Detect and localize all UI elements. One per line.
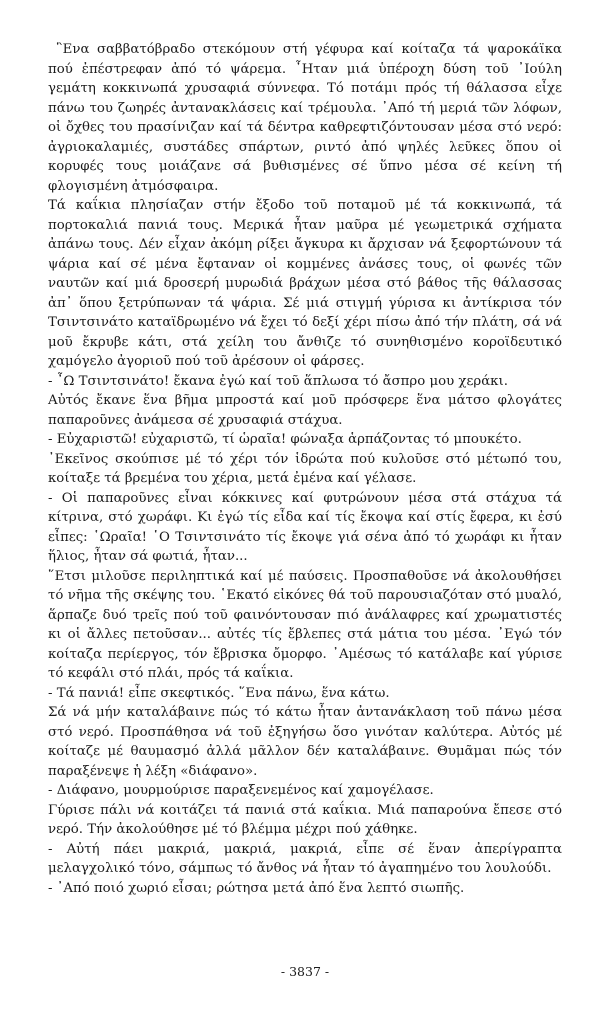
page-number: - 3837 -: [280, 964, 330, 979]
document-page: [48, 40, 562, 1000]
paragraph: - Αὐτή πάει μακριά, μακριά, μακριά, εἶπε σέ ἕναν ἀπερίγραπτα μελαγχολικό τόνο, σάμπως τό ἄνθος νά ἦταν τό ἀγαπημένο του λουλούδι.: [48, 841, 562, 876]
paragraph: Τά καΐκια πλησίαζαν στήν ἔξοδο τοῦ ποταμοῦ μέ τά κοκκινωπά, τά πορτοκαλιά πανιά τους. Μερικά ἦταν μαῦρα μέ γεωμετρικά σχήματα ἀπάνω τους. Δέν εἶχαν ἀκόμη ρίξει ἄγκυρα κι ἄρχισαν νά ξεφορτώνουν τά ψάρια καί σέ μένα ἔφταναν οἱ κομμένες ἀνάσες τους, οἱ φωνές τῶν ναυτῶν καί μιά δροσερή μυρωδιά βράχων μέσα στό βάθος τῆς θάλασσας ἀπ᾿ ὅπου ξετρύπωναν τά ψάρια. Σέ μιά στιγμή γύρισα κι ἀντίκρισα τόν Τσιντσινάτο καταϊδρωμένο νά ἔχει τό δεξί χέρι πίσω ἀπό τήν πλάτη, σά νά μοῦ ἔκρυβε κάτι, στά χείλη του ἄνθιζε τό συνηθισμένο κοροϊδευτικό χαμόγελο ἀγοριοῦ πού τοῦ ἀρέσουν οἱ φάρσες.: [48, 198, 562, 369]
paragraph: Αὐτός ἔκανε ἕνα βῆμα μπροστά καί μοῦ πρόσφερε ἕνα μάτσο φλογάτες παπαροῦνες ἀνάμεσα σέ χρυσαφιά στάχυα.: [48, 393, 562, 428]
paragraph: - Εὐχαριστῶ! εὐχαριστῶ, τί ὡραῖα! φώναξα ἁρπάζοντας τό μπουκέτο.: [48, 432, 522, 447]
paragraph: ῞Ετσι μιλοῦσε περιληπτικά καί μέ παύσεις. Προσπαθοῦσε νά ἀκολουθήσει τό νῆμα τῆς σκέψης του. ῾Εκατό εἰκόνες θά τοῦ παρουσιαζόταν στό μυαλό, ἅρπαζε δυό τρεῖς πού τοῦ φαινόντουσαν πιό ἀνάλαφρες καί χρωματιστές κι οἱ ἄλλες πετοῦσαν... αὐτές τίς ἔβλεπες στά μάτια του μέσα. ᾿Εγώ τόν κοίταζα περίεργος, τόν ἔβρισκα ὄμορφο. ᾿Αμέσως τό κατάλαβε καί γύρισε τό κεφάλι στό πλάι, πρός τά καΐκια.: [48, 568, 562, 681]
body-text: [48, 40, 562, 898]
paragraph: ῝Ενα σαββατόβραδο στεκόμουν στή γέφυρα καί κοίταζα τά ψαροκάϊκα πού ἐπέστρεφαν ἀπό τό ψάρεμα. ῏Ηταν μιά ὑπέροχη δύση τοῦ ᾿Ιούλη γεμάτη κοκκινωπά χρυσαφιά σύννεφα. Τό ποτάμι πρός τή θάλασσα εἶχε πάνω του ζωηρές ἀντανακλάσεις καί τρέμουλα. ᾿Από τή μεριά τῶν λόφων, οἱ ὄχθες του πρασίνιζαν καί τά δέντρα καθρεφτιζόντουσαν μέσα στό νερό: ἀγριοκαλαμιές, συστάδες σπάρτων, ριντό ἀπό ψηλές λεῦκες ὅπου οἱ κορυφές τους μοιάζανε σά βυθισμένες σέ ὕπνο μέσα σέ κείνη τή φλογισμένη ἀτμόσφαιρα.: [48, 42, 562, 194]
paragraph: Γύρισε πάλι νά κοιτάζει τά πανιά στά καΐκια. Μιά παπαρούνα ἔπεσε στό νερό. Τήν ἀκολούθησε μέ τό βλέμμα μέχρι πού χάθηκε.: [48, 802, 562, 837]
paragraph: - Διάφανο, μουρμούρισε παραξενεμένος καί χαμογέλασε.: [48, 783, 434, 798]
paragraph: - Τά πανιά! εἶπε σκεφτικός. ῞Ενα πάνω, ἕνα κάτω.: [48, 685, 390, 701]
paragraph: ᾿Εκεῖνος σκούπισε μέ τό χέρι τόν ἱδρώτα πού κυλοῦσε στό μέτωπό του, κοίταξε τά βρεμένα του χέρια, μετά ἐμένα καί γέλασε.: [48, 451, 562, 486]
paragraph: - ῏Ω Τσιντσινάτο! ἔκανα ἐγώ καί τοῦ ἅπλωσα τό ἄσπρο μου χεράκι.: [48, 373, 508, 389]
paragraph: Σά νά μήν καταλάβαινε πώς τό κάτω ἦταν ἀντανάκλαση τοῦ πάνω μέσα στό νερό. Προσπάθησα νά τοῦ ἐξηγήσω ὅσο γινόταν καλύτερα. Αὐτός μέ κοίταζε μέ θαυμασμό ἀλλά μᾶλλον δέν καταλάβαινε. Θυμᾶμαι πώς τόν παραξένεψε ἡ λέξη «διάφανο».: [48, 705, 562, 779]
paragraph: - Οἱ παπαροῦνες εἶναι κόκκινες καί φυτρώνουν μέσα στά στάχυα τά κίτρινα, στό χωράφι. Κι ἐγώ τίς εἶδα καί τίς ἔκοψα καί στίς ἔφερα, κι ἐσύ εἶπες: ῾Ωραῖα! ῾Ο Τσιντσινάτο τίς ἔκοψε γιά σένα ἀπό τό χωράφι κι ἦταν ἥλιος, ἦταν σά φωτιά, ἦταν...: [48, 490, 562, 564]
paragraph: - ᾿Από ποιό χωριό εἶσαι; ρώτησα μετά ἀπό ἕνα λεπτό σιωπῆς.: [48, 880, 465, 896]
